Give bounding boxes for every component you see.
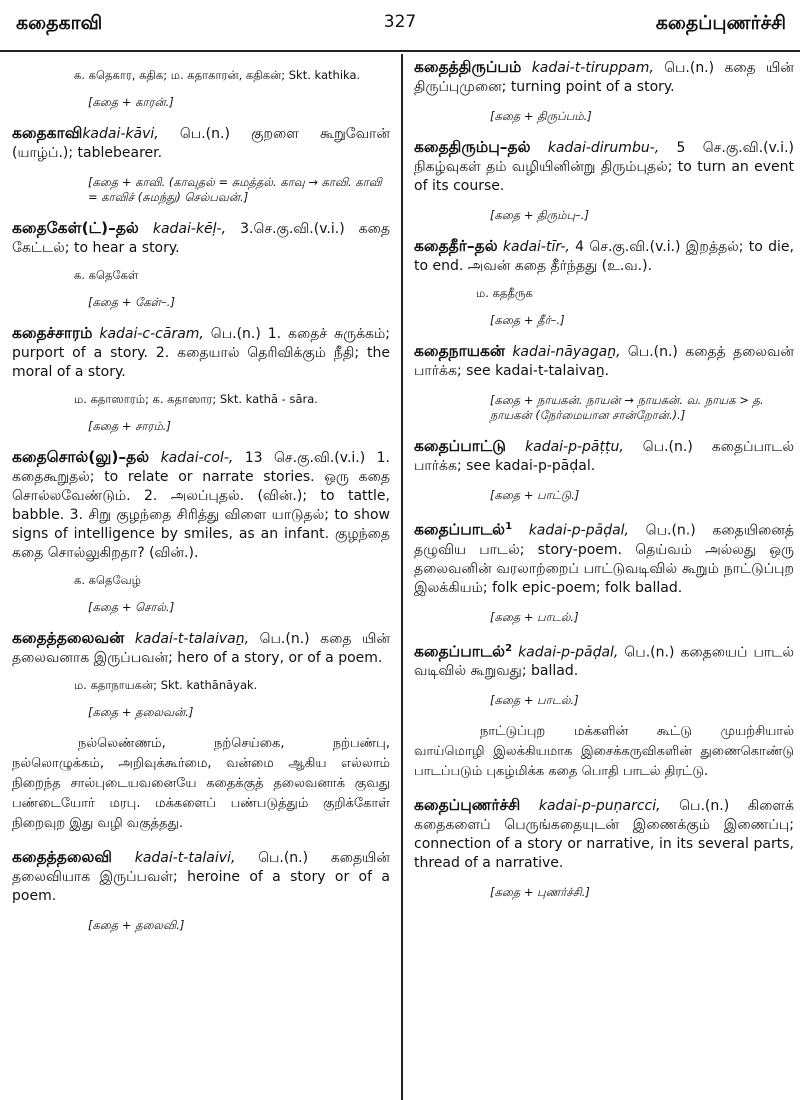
etymology-line: [கதை + காரன்.]: [88, 95, 174, 109]
entry-headword: கதைநாயகன்: [414, 342, 505, 360]
homonym-number: 1: [505, 521, 513, 532]
dictionary-entry: [414, 138, 794, 196]
entry-headword: கதைதிரும்பு–தல்: [414, 138, 531, 156]
entry-definition: பெ.(n.) கதையின் தலைவியாக இருப்பவள்; heroine of a story or of a poem.: [12, 850, 391, 904]
entry-headword: கதைப்பாட்டு: [414, 437, 507, 455]
etymology-line: [கதை + சாரம்.]: [88, 419, 171, 433]
dictionary-entry: [414, 796, 794, 873]
dictionary-entry: [414, 58, 794, 97]
entry-transliteration: kadai-kēḷ-,: [138, 221, 227, 237]
etymology-line: [கதை + திருப்பம்.]: [490, 109, 592, 123]
entry-transliteration: kadai-p-pāḍal,: [512, 644, 619, 661]
explanatory-note: நாட்டுப்புற மக்களின் கூட்டு முயற்சியால் வாய்மொழி இலக்கியமாக இசைக்கருவிகளின் துணைகொண்டு பாடப்படும் புகழ்மிக்க கதை பொதி பாடல் திரட்டு.: [414, 724, 794, 780]
explanatory-note: நல்லெண்ணம், நற்செய்கை, நற்பண்பு, நல்லொழுக்கம், அறிவுக்கூர்மை, வன்மை ஆகிய எல்லாம் நிறைந்த சால்புடையவனையே கதைக்குத் தலைவனாக் குவது பண்டையோர் மரபு. மக்களைப் பண்படுத்தும் குறிக்கோள் நிறைவுற இது வழி வகுத்தது.: [12, 736, 390, 831]
entry-definition: 13 செ.கு.வி.(v.i.) 1. கதைகூறுதல்; to relate or narrate stories. ஒரு கதை சொல்லவேண்டும். 2. அலப்புதல். (வின்.); to tattle, babble. 3. சிறு குழந்தை சிரித்து விளை யாடுதல்; to show signs of intelligence by smiles, as an infant. குழந்தை கதை சொல்லுகிறதா? (வின்.).: [12, 450, 390, 561]
etymology-line: [கதை + பாட்டு.]: [490, 488, 580, 502]
entry-transliteration: kadai-p-puṇarcci,: [520, 798, 661, 815]
entry-transliteration: kadai-nāyagaṉ,: [504, 344, 621, 360]
entry-definition: பெ.(n.) கிளைக் கதைகளைப் பெருங்கதையுடன் இணைக்கும் இணைப்பு; connection of a story or narrative, in its several parts, thread of a narrative.: [414, 798, 795, 872]
dictionary-entry: [12, 219, 390, 258]
etymology-line: [கதை + நாயகன். நாயன் → நாயகன். வ. நாயக > த. நாயகன் (நேர்மையான சான்றோன்.).]: [490, 393, 764, 422]
etymology-line: [கதை + தலைவி.]: [88, 918, 185, 932]
entry-headword: கதைத்திருப்பம்: [414, 58, 522, 76]
entry-headword: கதைப்பாடல்: [414, 520, 506, 539]
entry-definition: பெ.(n.) கதையினைத் தழுவிய பாடல்; story-poem. தெய்வம் அல்லது ஒரு தலைவனின் வரலாற்றைப் பாட்டுவடிவில் கூறும் நாட்டுப்புற இலக்கியம்; folk epic-poem; folk ballad.: [414, 522, 794, 596]
cognates-line: ம. கததீருக: [476, 286, 533, 300]
entry-transliteration: kadai-t-talaivi,: [112, 850, 236, 866]
etymology-line: [கதை + பாடல்.]: [490, 609, 579, 624]
left-column: [12, 58, 390, 947]
entry-transliteration: kadai-p-pāṭṭu,: [506, 439, 624, 455]
dictionary-entry: [414, 342, 794, 381]
etymology-line: [கதை + தலைவன்.]: [88, 705, 194, 719]
entry-definition: 5 செ.கு.வி.(v.i.) நிகழ்வுகள் தம் வழியினின்று திரும்புதல்; to turn an event of its course.: [414, 140, 794, 194]
entry-transliteration: kadai-t-tiruppam,: [521, 60, 654, 76]
etymology-line: [கதை + புணர்ச்சி.]: [490, 885, 590, 900]
etymology-line: [கதை + கேள்–.]: [88, 295, 175, 309]
cognates-line: க. கதெவேழ்: [74, 573, 141, 587]
entry-headword: கதைகாவி: [12, 124, 83, 142]
dictionary-entry: [12, 124, 390, 163]
entry-headword: கதைத்தலைவன்: [12, 629, 125, 647]
entry-transliteration: kadai-kāvi,: [82, 126, 159, 142]
entry-definition: பெ.(n.) குறளை கூறுவோன் (யாழ்ப்.); tablebearer.: [12, 126, 390, 161]
dictionary-entry: [414, 237, 794, 276]
entry-definition: 3.செ.கு.வி.(v.i.) கதை கேட்டல்; to hear a story.: [12, 221, 391, 256]
entry-definition: பெ.(n.) கதையைப் பாடல் வடிவில் கூறுவது; ballad.: [414, 644, 794, 680]
entry-transliteration: kadai-tīr-,: [497, 239, 570, 255]
page-number: 327: [383, 12, 417, 32]
entry-headword: கதைதீர்–தல்: [414, 237, 498, 255]
homonym-number: 2: [505, 642, 513, 654]
entry-definition: பெ.(n.) 1. கதைச் சுருக்கம்; purport of a story. 2. கதையால் தெரிவிக்கும் நீதி; the moral of a story.: [12, 326, 390, 380]
cognates-line: ம. கதாஸாரம்; க. கதாஸார; Skt. kathā - sāra.: [74, 392, 318, 406]
entry-headword: கதைப்புணர்ச்சி: [414, 796, 521, 815]
running-head-left: கதைகாவி: [16, 12, 103, 34]
cognates-line: க. கதெகேள்: [74, 268, 139, 282]
etymology-line: [கதை + சொல்.]: [88, 600, 175, 614]
dictionary-entry: [12, 848, 390, 906]
entry-transliteration: kadai-p-pāḍal,: [512, 522, 630, 539]
etymology-line: [கதை + காவி. (காவுதல் = சுமத்தல். காவு → காவி. காவி = காவிச் (சுமந்து) செல்பவன்.]: [88, 175, 382, 204]
entry-headword: கதைகேள்(ட்)–தல்: [12, 219, 139, 237]
entry-headword: கதைசொல்(லு)–தல்: [12, 448, 150, 466]
entry-definition: பெ.(n.) கதை யின் திருப்புமுனை; turning point of a story.: [414, 60, 794, 95]
dictionary-entry: [414, 517, 794, 598]
etymology-line: [கதை + தீர்–.]: [490, 313, 565, 327]
entry-transliteration: kadai-t-talaivaṉ,: [124, 631, 250, 647]
dictionary-entry: [12, 629, 390, 668]
entry-headword: கதைப்பாடல்: [414, 642, 506, 661]
entry-headword: கதைத்தலைவி: [12, 848, 113, 866]
etymology-line: [கதை + திரும்பு–.]: [490, 208, 589, 222]
column-divider: [401, 54, 403, 1100]
right-column: [414, 58, 794, 914]
dictionary-entry: [414, 639, 794, 682]
entry-definition: 4 செ.கு.வி.(v.i.) இறத்தல்; to die, to end. அவன் கதை தீர்ந்தது (உ.வ.).: [414, 239, 794, 274]
entry-transliteration: kadai-c-cāram,: [92, 326, 204, 342]
entry-definition: பெ.(n.) கதைத் தலைவன் பார்க்க; see kadai-t-talaivaṉ.: [414, 344, 794, 379]
running-head-right: கதைப்புணர்ச்சி: [655, 12, 786, 34]
entry-definition: பெ.(n.) கதைப்பாடல் பார்க்க; see kadai-p-pāḍal.: [414, 439, 795, 474]
cognates-line: ம. கதாநாயகன்; Skt. kathānāyak.: [74, 678, 258, 692]
entry-transliteration: kadai-dirumbu-,: [530, 140, 660, 156]
entry-transliteration: kadai-col-,: [149, 450, 234, 466]
dictionary-entry: [414, 437, 794, 476]
page-header: [0, 0, 800, 52]
entry-headword: கதைச்சாரம்: [12, 324, 93, 342]
entry-definition: பெ.(n.) கதை யின் தலைவனாக இருப்பவன்; hero of a story, or of a poem.: [12, 631, 390, 666]
cognates-line: க. கதெகார, கதிக; ம. கதாகாரன், கதிகன்; Skt. kathika.: [74, 68, 361, 82]
etymology-line: [கதை + பாடல்.]: [490, 693, 579, 708]
dictionary-entry: [12, 448, 390, 563]
dictionary-entry: [12, 324, 390, 382]
